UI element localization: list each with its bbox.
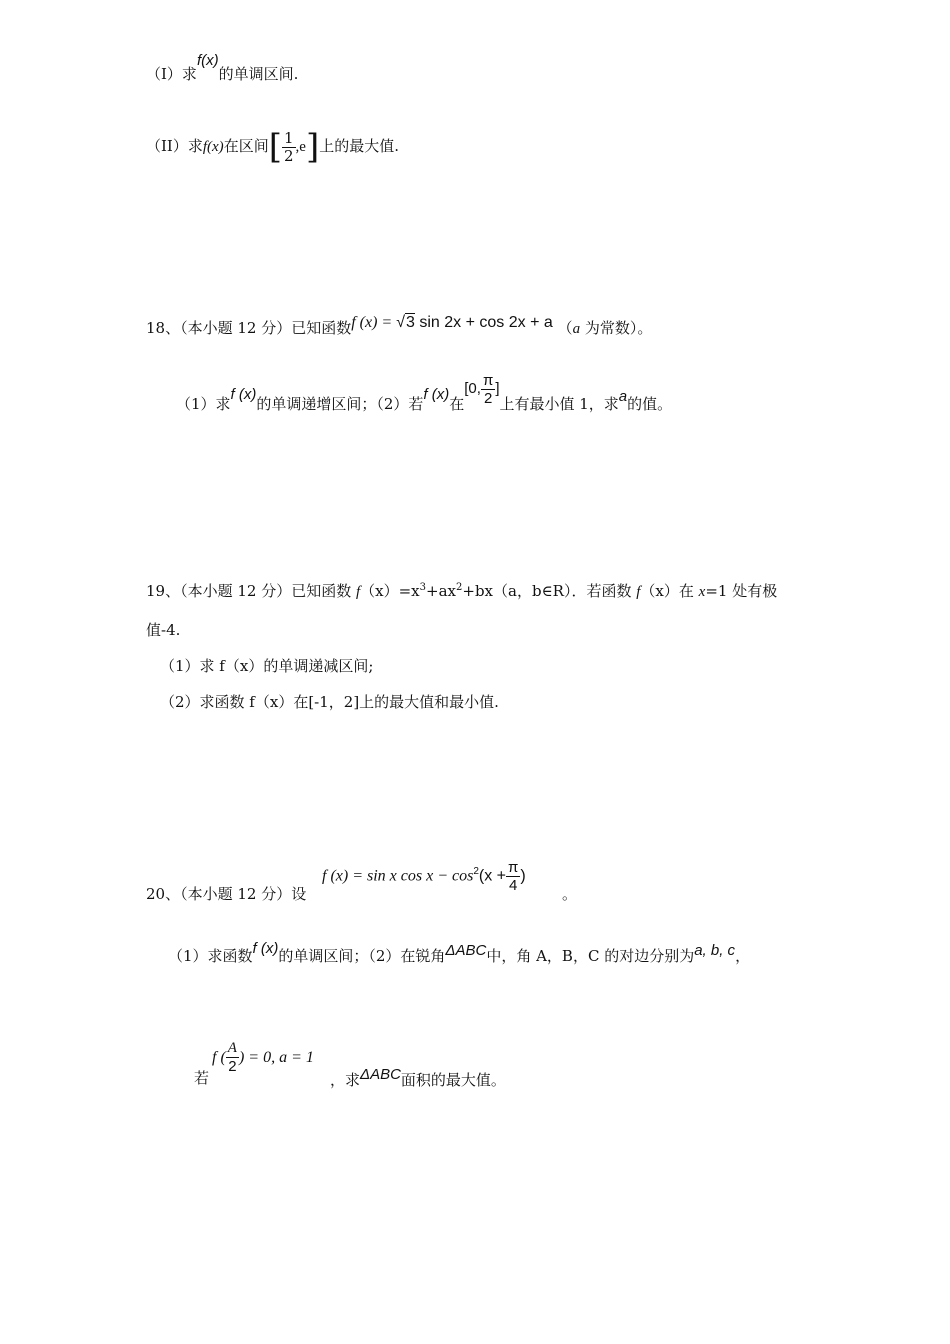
triangle-abc: ΔABC [445,942,487,959]
math-fx: f(x) [202,139,224,155]
q20-part1: （1）求函数f (x)的单调区间；（2）在锐角ΔABC中，角 A，B，C 的对边分别为a, b, c， [168,940,751,965]
q18-formula: f (x) = √3 sin 2x + cos 2x + a [351,314,553,331]
q20-condition-tail: ，求ΔABC面积的最大值。 [330,1066,506,1089]
q20-header: 20、（本小题 12 分）设 [146,885,307,903]
q18-header: 18、（本小题 12 分）已知函数f (x) = √3 sin 2x + cos 2x + a （a 为常数）。 [146,314,653,337]
q19-part1: （1）求 f（x）的单调递减区间; [160,657,374,675]
q19-line2: 值-4. [146,621,181,639]
fraction-half: $\frac{1}{2}$ [283,128,294,165]
q20-header-end: 。 [562,885,578,903]
math-fx: f (x) [252,940,279,957]
math-fx: f (x) [230,386,257,403]
sides-abc: a, b, c [694,942,736,959]
q19-header: 19、（本小题 12 分）已知函数 $f(x)=x^3+ax^2+bx(a$，b∈R）．若函数 f（x）在 x=1 处有极 [146,582,778,600]
q17-part2: （II）求f(x)在区间[ $\frac{1}{2}$ ,e]上的最大值. [146,127,399,167]
q20-formula: f (x) = sin x $\cos x - \cos^2(x$ + $\frac{\pi}{4}$ ) [322,858,526,894]
math-fx: f (x) [423,386,450,403]
q18-parts: （1）求f (x)的单调递增区间；（2）若f (x)在[0, $\frac{\pi}{2}$ ]上有最小值 1，求a的值。 [176,374,672,435]
math-fx: f(x) [196,52,219,69]
q19-part2: （2）求函数 f（x）在[-1，2]上的最大值和最小值. [160,693,499,711]
triangle-abc: ΔABC [360,1066,401,1083]
q20-condition-formula: f ( $\frac{A}{2}$ ) = 0, a = 1 [212,1040,314,1076]
q18-interval: [0, $\frac{\pi}{2}$ ] [464,371,500,407]
q17-part1: （I）求f(x)的单调区间. [146,52,299,83]
q20-condition: 若 [194,1069,210,1087]
